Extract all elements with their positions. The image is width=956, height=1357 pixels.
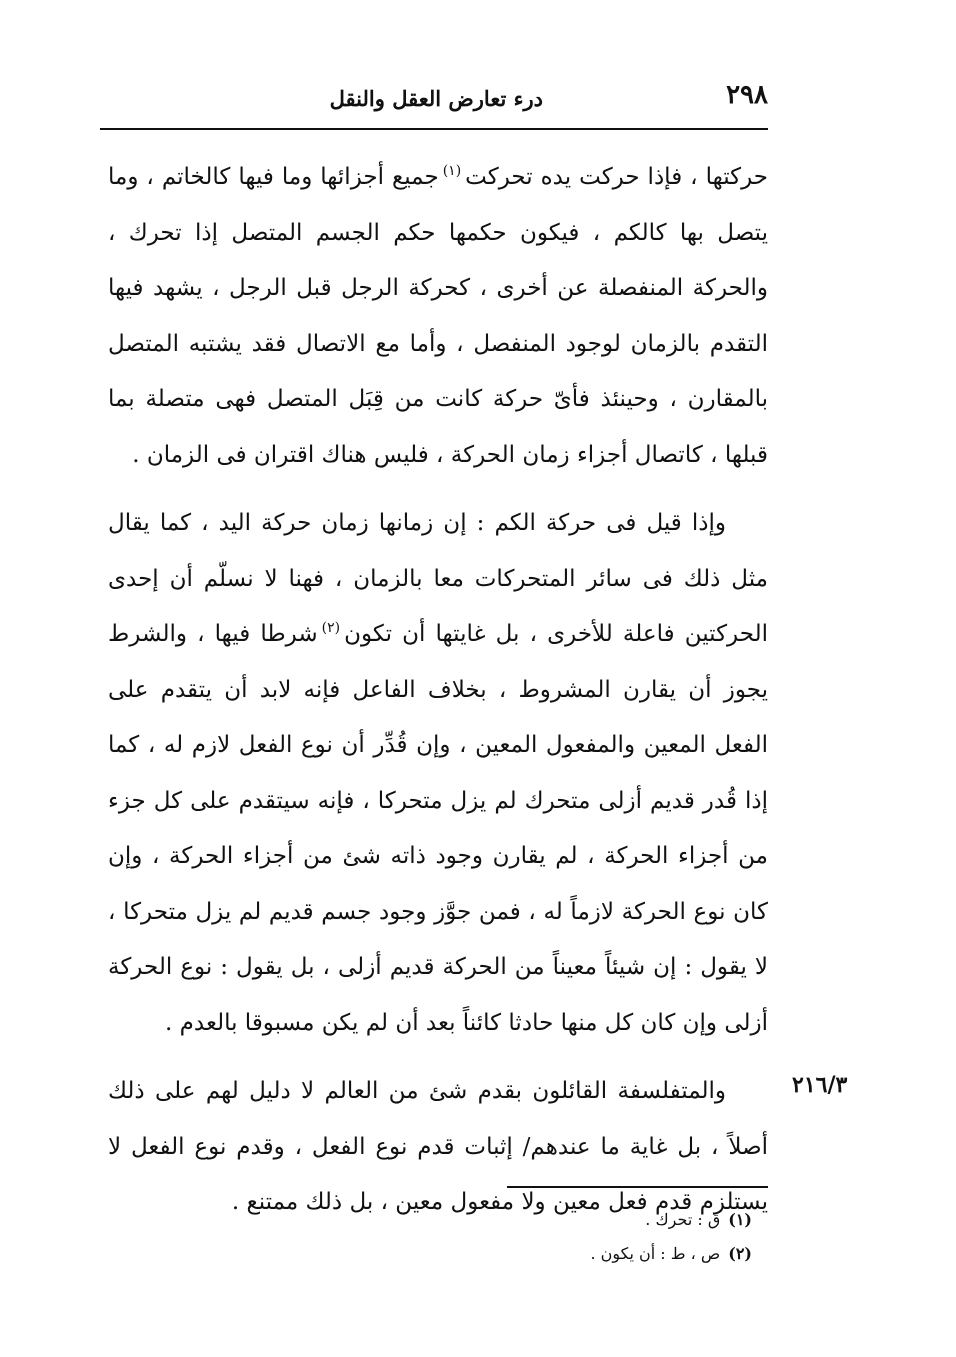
footnote-1 bbox=[400, 1203, 752, 1237]
footnote-ref-2: (٢) bbox=[321, 620, 341, 637]
paragraph-gap bbox=[108, 1051, 768, 1064]
margin-reference: ٢١٦/٣ bbox=[792, 1072, 848, 1098]
header-rule bbox=[100, 128, 768, 130]
paragraph-2-text-a: وإذا قيل فى حركة الكم : إن زمانها زمان حركة اليد ، كما يقال مثل ذلك فى سائر المتحركات معا بالزمان ، فهنا لا نسلّم أن إحدى الحركتين فاعلة للأخرى ، بل غايتها أن تكون bbox=[108, 510, 768, 647]
page-header bbox=[100, 80, 768, 120]
running-title: درء تعارض العقل والنقل bbox=[329, 86, 543, 111]
paragraph-2-text-b: شرطا فيها ، والشرط يجوز أن يقارن المشروط ، بخلاف الفاعل فإنه لابد أن يتقدم على الفعل المعين والمفعول المعين ، وإن قُدِّر أن نوع الفعل لازم له ، كما إذا قُدر قديم أزلى متحرك لم يزل متحركا ، فإنه سيتقدم على كل جزء من أجزاء الحركة ، لم يقارن وجود ذاته شئ من أجزاء الحركة ، وإن كان نوع الحركة لازماً له ، فمن جوَّز وجود جسم قديم لم يزل متحركا ، لا يقول : إن شيئاً معيناً من الحركة قديم أزلى ، بل يقول : نوع الحركة أزلى وإن كان كل منها حادثا كائناً بعد أن لم يكن مسبوقا بالعدم . bbox=[108, 621, 769, 1036]
paragraph-1 bbox=[108, 150, 768, 483]
paragraph-1-text-a: حركتها ، فإذا حركت يده تحركت bbox=[465, 164, 768, 190]
paragraph-2 bbox=[108, 496, 768, 1051]
paragraph-1-text-b: جميع أجزائها وما فيها كالخاتم ، وما يتصل بها كالكم ، فيكون حكمها حكم الجسم المتصل إذا تحرك ، والحركة المنفصلة عن أخرى ، كحركة الرجل قبل الرجل ، يشهد فيها التقدم بالزمان لوجود المنفصل ، وأما مع الاتصال فقد يشتبه المتصل بالمقارن ، وحينئذ فأىّ حركة كانت من قِبَل المتصل فهى متصلة بما قبلها ، كاتصال أجزاء زمان الحركة ، فليس هناك اقتران فى الزمان . bbox=[108, 164, 768, 468]
footnote-2-number: (٢) bbox=[728, 1244, 752, 1263]
footnote-1-text: ق : تحرك . bbox=[645, 1210, 721, 1229]
main-text bbox=[108, 150, 768, 1231]
footnote-rule bbox=[507, 1186, 768, 1188]
footnotes bbox=[400, 1203, 752, 1271]
footnote-2-text: ص ، ط : أن يكون . bbox=[590, 1244, 721, 1263]
page-number: ٢٩٨ bbox=[726, 80, 768, 110]
footnote-2 bbox=[400, 1237, 752, 1271]
paragraph-gap bbox=[108, 483, 768, 496]
paragraph-3: والمتفلسفة القائلون بقدم شئ من العالم لا دليل لهم على ذلك أصلاً ، بل غاية ما عندهم/ إثبات قدم نوع الفعل ، وقدم نوع الفعل لا يستلزم قدم فعل معين ولا مفعول معين ، بل ذلك ممتنع . bbox=[108, 1078, 768, 1215]
footnote-1-number: (١) bbox=[728, 1210, 752, 1229]
footnote-ref-1: (١) bbox=[442, 163, 462, 180]
